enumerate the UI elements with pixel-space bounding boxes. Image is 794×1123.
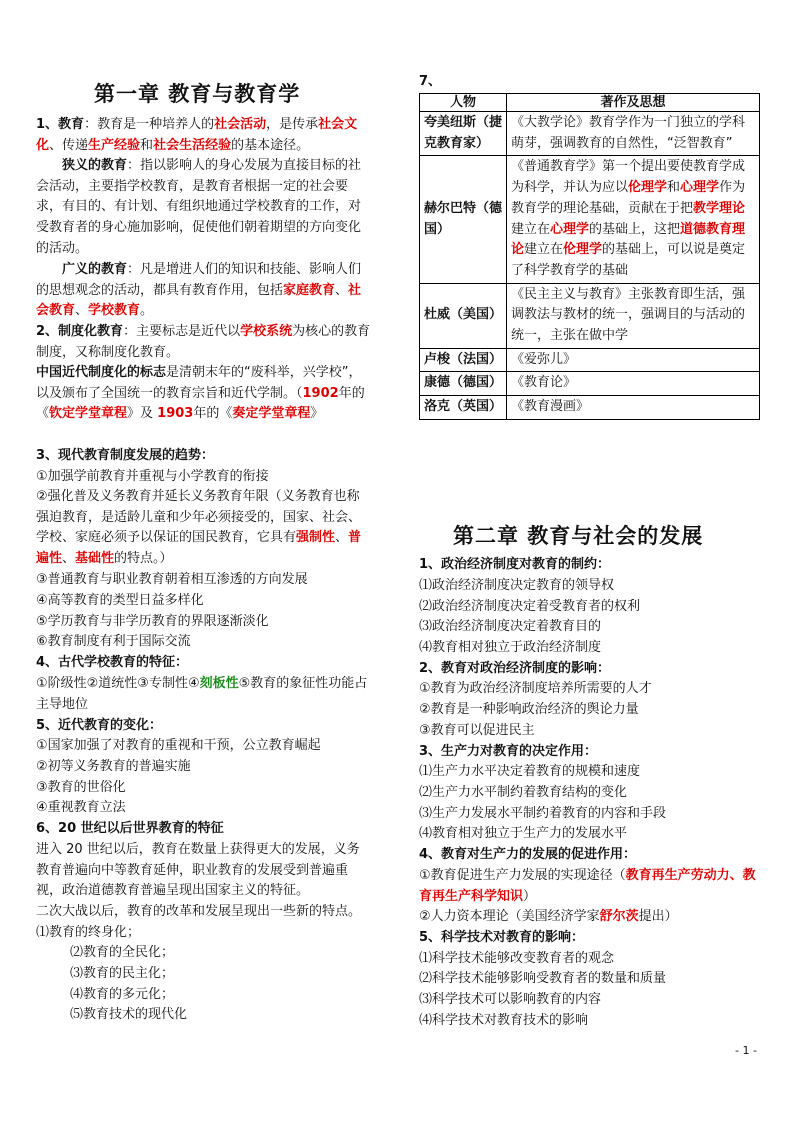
table-cell-text: 《教育论》 — [507, 372, 760, 396]
table-cell-name: 赫尔巴特（德国） — [420, 156, 507, 283]
c2-s1-heading: 1、政治经济制度对教育的制约： — [419, 557, 611, 572]
table-cell-name: 卢梭（法国） — [420, 348, 507, 372]
table-cell-text: 《民主主义与教育》主张教育即生活，强调教法与教材的统一，强调目的与活动的统一，主张在做中学 — [507, 283, 760, 348]
table-cell-text: 《爱弥儿》 — [507, 348, 760, 372]
table-cell-name: 康德（德国） — [420, 372, 507, 396]
table-row — [420, 156, 760, 283]
table-cell-name: 杜威（美国） — [420, 283, 507, 348]
page-number: - 1 - — [735, 1044, 757, 1057]
s6-para-1: 进入 20 世纪以后，教育在数量上获得更大的发展，义务教育普遍向中等教育延伸，职业教育的发展受到普遍重视，政治道德教育普遍呈现出国家主义的特征。 — [36, 842, 360, 899]
education-definition: 1、教育：教育是一种培养人的社会活动，是传承社会文化、传递生产经验和社会生活经验的基本途径。 — [36, 117, 358, 153]
s3-item-2: ②强化普及义务教育并延长义务教育年限（义务教育也称强迫教育，是适龄儿童和少年必须接受的，国家、社会、学校、家庭必须予以保证的国民教育，它具有强制性、普遍性、基础性的特点。） — [36, 489, 362, 567]
s4-heading: 4、古代学校教育的特征： — [36, 655, 189, 670]
chapter1-title: 第一章 教育与教育学 — [94, 81, 301, 106]
table-row — [420, 396, 760, 420]
c2-s3-item-2: ⑵生产力水平制约着教育结构的变化 — [419, 785, 628, 800]
broad-education: 广义的教育：凡是增进人们的知识和技能、影响人们的思想观念的活动，都具有教育作用，包括家庭教育、社会教育、学校教育。 — [36, 262, 362, 319]
s6-heading: 6、20 世纪以后世界教育的特征 — [36, 821, 224, 836]
table-row — [420, 372, 760, 396]
s6-item-3: ⑶教育的民主化； — [70, 966, 175, 981]
s3-item-6: ⑥教育制度有利于国际交流 — [36, 634, 191, 649]
c2-s5-item-4: ⑷科学技术对教育技术的影响 — [419, 1013, 589, 1028]
table-cell-text: 《普通教育学》第一个提出要使教育学成为科学，并认为应以伦理学和心理学作为教育学的理论基础，贡献在于把教学理论建立在心理学的基础上，这把道德教育理论建立在伦理学的基础上，可以说是奠定了科学教育学的基础 — [507, 156, 760, 283]
table-header-row — [420, 94, 760, 112]
educators-table — [419, 93, 760, 420]
s5-item-1: ①国家加强了对教育的重视和干预，公立教育崛起 — [36, 738, 321, 753]
table-header-works: 著作及思想 — [507, 94, 760, 112]
c2-s3-heading: 3、生产力对教育的决定作用： — [419, 744, 598, 759]
table-row — [420, 112, 760, 156]
c2-s2-item-1: ①教育为政治经济制度培养所需要的人才 — [419, 681, 652, 696]
table-header-person: 人物 — [420, 94, 507, 112]
s5-item-2: ②初等义务教育的普遍实施 — [36, 759, 191, 774]
c2-s5-item-1: ⑴科学技术能够改变教育者的观念 — [419, 951, 615, 966]
c2-s1-item-3: ⑶政治经济制度决定着教育目的 — [419, 619, 602, 634]
s6-item-4: ⑷教育的多元化； — [70, 987, 175, 1002]
s3-heading: 3、现代教育制度发展的趋势： — [36, 448, 215, 463]
s3-item-1: ①加强学前教育并重视与小学教育的衔接 — [36, 469, 269, 484]
c2-s5-heading: 5、科学技术对教育的影响： — [419, 930, 585, 945]
s3-item-5: ⑤学历教育与非学历教育的界限逐渐淡化 — [36, 614, 269, 629]
s5-heading: 5、近代教育的变化： — [36, 718, 163, 733]
c2-s2-item-2: ②教育是一种影响政治经济的舆论力量 — [419, 702, 639, 717]
c2-s5-item-2: ⑵科学技术能够影响受教育者的数量和质量 — [419, 971, 667, 986]
c2-s5-item-3: ⑶科学技术可以影响教育的内容 — [419, 992, 602, 1007]
s6-para-2: 二次大战以后，教育的改革和发展呈现出一些新的特点。⑴教育的终身化； — [36, 904, 362, 940]
c2-s1-item-4: ⑷教育相对独立于政治经济制度 — [419, 640, 602, 655]
table-cell-text: 《教育漫画》 — [507, 396, 760, 420]
table-cell-name: 夸美纽斯（捷克教育家） — [420, 112, 507, 156]
s3-item-3: ③普通教育与职业教育朝着相互渗透的方向发展 — [36, 572, 308, 587]
table-cell-name: 洛克（英国） — [420, 396, 507, 420]
narrow-education: 狭义的教育：指以影响人的身心发展为直接目标的社会活动，主要指学校教育，是教育者根据一定的社会要求，有目的、有计划、有组织地通过学校教育的工作，对受教育者的身心施加影响，促使他们朝着期望的方向变化的活动。 — [36, 158, 362, 256]
section7-number: 7、 — [419, 74, 442, 89]
c2-s2-heading: 2、教育对政治经济制度的影响： — [419, 661, 611, 676]
s3-item-4: ④高等教育的类型日益多样化 — [36, 593, 204, 608]
china-modern-institution: 中国近代制度化的标志是清朝末年的“废科举，兴学校”，以及颁布了全国统一的教育宗旨和近代学制。（1902年的《钦定学堂章程》及 1903年的《奏定学堂章程》 — [36, 365, 365, 422]
c2-s4-item-1: ①教育促进生产力发展的实现途径（教育再生产劳动力、教育再生产科学知识） — [419, 868, 756, 904]
institutional-education: 2、制度化教育：主要标志是近代以学校系统为核心的教育制度，又称制度化教育。 — [36, 324, 371, 360]
c2-s4-heading: 4、教育对生产力的发展的促进作用： — [419, 847, 637, 862]
s4-items: ①阶级性②道统性③专制性④刻板性⑤教育的象征性功能占主导地位 — [36, 676, 368, 712]
c2-s2-item-3: ③教育可以促进民主 — [419, 723, 535, 738]
table-row — [420, 283, 760, 348]
c2-s1-item-1: ⑴政治经济制度决定教育的领导权 — [419, 578, 615, 593]
s6-item-5: ⑸教育技术的现代化 — [70, 1007, 188, 1022]
c2-s1-item-2: ⑵政治经济制度决定着受教育者的权利 — [419, 599, 641, 614]
s5-item-3: ③教育的世俗化 — [36, 780, 126, 795]
chapter2-title: 第二章 教育与社会的发展 — [453, 523, 704, 548]
s5-item-4: ④重视教育立法 — [36, 800, 126, 815]
table-row — [420, 348, 760, 372]
c2-s4-item-2: ②人力资本理论（美国经济学家舒尔茨提出） — [419, 909, 678, 924]
table-cell-text: 《大教学论》教育学作为一门独立的学科萌芽，强调教育的自然性，“泛智教育” — [507, 112, 760, 156]
s6-item-2: ⑵教育的全民化； — [70, 945, 175, 960]
c2-s3-item-1: ⑴生产力水平决定着教育的规模和速度 — [419, 764, 641, 779]
c2-s3-item-3: ⑶生产力发展水平制约着教育的内容和手段 — [419, 806, 667, 821]
c2-s3-item-4: ⑷教育相对独立于生产力的发展水平 — [419, 826, 628, 841]
